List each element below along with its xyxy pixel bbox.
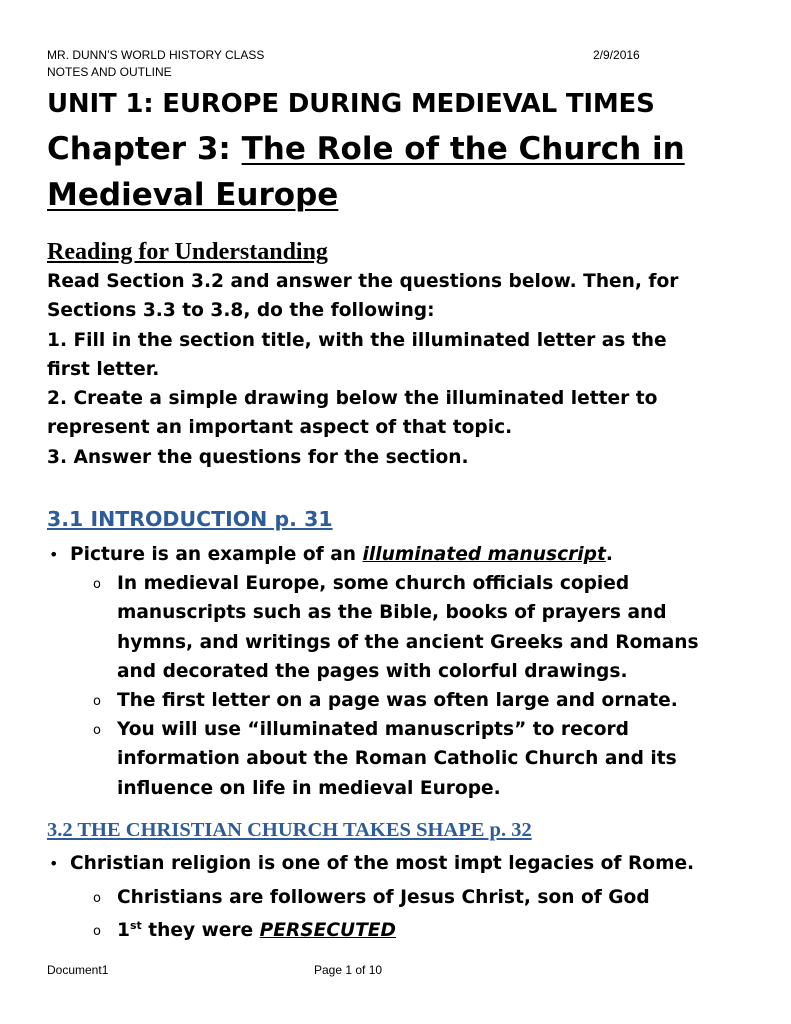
circle-bullet-icon: o <box>93 577 101 592</box>
instruction-line: represent an important aspect of that topic. <box>47 417 513 439</box>
section-3-2-bullet: Christian religion is one of the most impt legacies of Rome. <box>70 853 695 874</box>
chapter-prefix: Chapter 3: <box>47 131 242 167</box>
unit-title: UNIT 1: EUROPE DURING MEDIEVAL TIMES <box>47 89 655 119</box>
instruction-line: 2. Create a simple drawing below the illuminated letter to <box>47 388 658 410</box>
footer-page-number: Page 1 of 10 <box>314 963 383 977</box>
section-3-2-sub1: Christians are followers of Jesus Christ, son of God <box>117 887 650 908</box>
header-date: 2/9/2016 <box>593 48 640 62</box>
circle-bullet-icon: o <box>93 924 101 939</box>
instruction-line: Sections 3.3 to 3.8, do the following: <box>47 300 435 322</box>
bullet-icon: • <box>49 854 59 873</box>
header-doc-type: NOTES AND OUTLINE <box>47 65 172 79</box>
section-3-1-sub1: In medieval Europe, some church officials copied manuscripts such as the Bible, books of prayers and hymns, and writings of the ancient Greeks and Romans and decorated the pages with colorful drawings. <box>117 573 699 682</box>
section-3-2-heading: 3.2 THE CHRISTIAN CHURCH TAKES SHAPE p. 32 <box>47 819 532 841</box>
header-class-name: MR. DUNN’S WORLD HISTORY CLASS <box>47 48 265 62</box>
circle-bullet-icon: o <box>93 891 101 906</box>
instruction-line: 3. Answer the questions for the section. <box>47 446 469 468</box>
section-3-1-sub2: The first letter on a page was often large and ornate. <box>117 690 678 711</box>
instruction-line: Read Section 3.2 and answer the questions below. Then, for <box>47 271 679 292</box>
section-3-1-sub3: You will use “illuminated manuscripts” to record information about the Roman Catholic Church and its influence on life in medieval Europe. <box>117 719 677 799</box>
chapter-title-line2: Medieval Europe <box>47 177 339 213</box>
section-3-1-bullet: Picture is an example of an illuminated manuscript. <box>70 544 613 565</box>
circle-bullet-icon: o <box>93 694 101 709</box>
chapter-title-line1: The Role of the Church in <box>241 131 685 167</box>
circle-bullet-icon: o <box>93 723 101 738</box>
section-3-1-heading: 3.1 INTRODUCTION p. 31 <box>47 507 333 531</box>
instruction-line: first letter. <box>47 358 160 380</box>
reading-instructions <box>47 267 767 472</box>
emphasis-term: PERSECUTED <box>259 920 396 941</box>
emphasis-term: illuminated manuscript <box>362 544 606 565</box>
instruction-line: 1. Fill in the section title, with the illuminated letter as the <box>47 329 667 351</box>
reading-heading: Reading for Understanding <box>47 239 328 265</box>
section-3-2-sub2: 1st they were PERSECUTED <box>117 918 396 941</box>
chapter-title <box>47 126 767 218</box>
footer-doc-name: Document1 <box>47 963 109 977</box>
bullet-icon: • <box>49 545 59 564</box>
